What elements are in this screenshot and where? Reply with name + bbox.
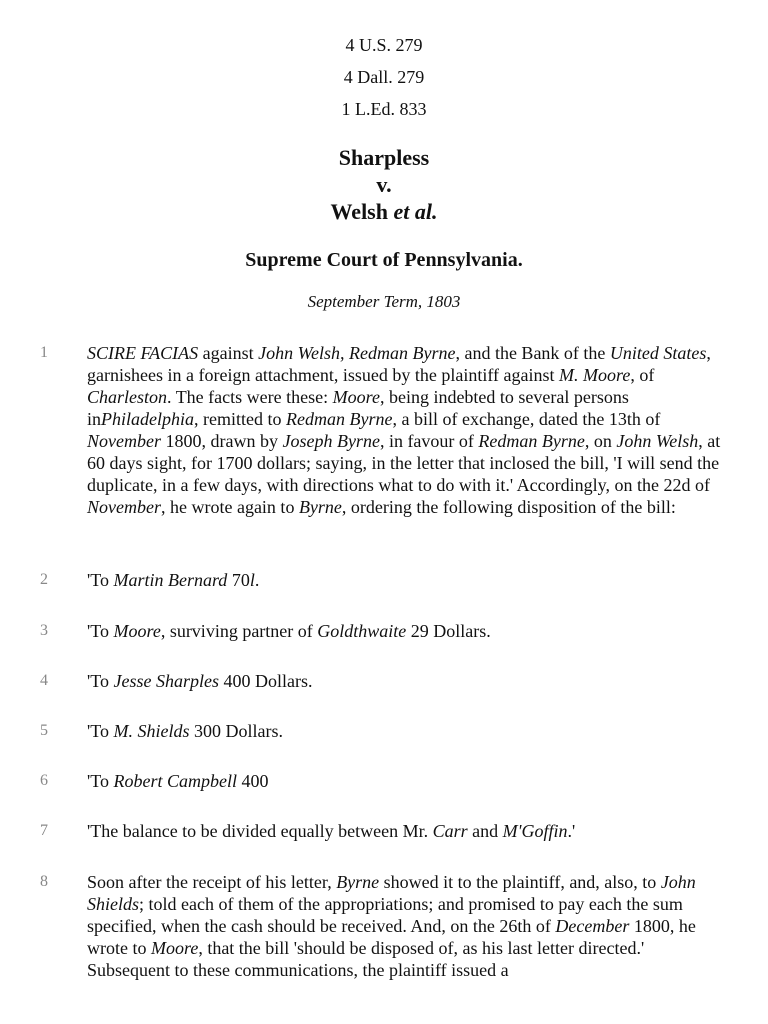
- text-run: , in favour of: [379, 431, 479, 451]
- paragraph-text: [87, 720, 727, 742]
- italic-text: l: [249, 570, 255, 590]
- paragraph-number: 2: [40, 571, 48, 588]
- italic-text: Jesse Sharples: [113, 671, 219, 691]
- text-run: .: [254, 570, 260, 590]
- paragraph-text: [87, 569, 727, 591]
- italic-text: John Welsh, Redman Byrne: [258, 343, 456, 363]
- paragraph-number: 5: [40, 722, 48, 739]
- text-run: 400 Dollars.: [218, 671, 313, 691]
- italic-text: Carr: [432, 821, 468, 841]
- italic-text: Robert Campbell: [113, 771, 237, 791]
- text-run: 400: [236, 771, 269, 791]
- text-run: 'To: [87, 570, 114, 590]
- italic-text: Byrne: [336, 872, 380, 892]
- text-run: , surviving partner of: [160, 621, 318, 641]
- case-defendant-line: [0, 199, 768, 225]
- italic-text: United States: [609, 343, 707, 363]
- paragraph-number: 6: [40, 772, 48, 789]
- citation-us: 4 U.S. 279: [345, 35, 423, 55]
- paragraph-number: 1: [40, 344, 48, 361]
- term: September Term, 1803: [307, 292, 461, 311]
- text-run: , a bill of exchange, dated the 13th of: [392, 409, 661, 429]
- paragraph-number: 3: [40, 622, 48, 639]
- text-run: , ordering the following disposition of the bill:: [341, 497, 676, 517]
- italic-text: M. Shields: [113, 721, 190, 741]
- italic-text: John Welsh: [616, 431, 699, 451]
- text-run: 'To: [87, 721, 114, 741]
- text-run: 'To: [87, 671, 114, 691]
- text-run: 300 Dollars.: [189, 721, 283, 741]
- italic-text: Goldthwaite: [317, 621, 407, 641]
- paragraph-text: [87, 770, 727, 792]
- italic-text: Byrne: [298, 497, 342, 517]
- text-run: , remitted to: [194, 409, 286, 429]
- paragraph-text: [87, 342, 727, 518]
- text-run: 'To: [87, 771, 114, 791]
- paragraph-number: 4: [40, 672, 48, 689]
- italic-text: Joseph Byrne: [282, 431, 380, 451]
- paragraph-text: [87, 820, 727, 842]
- citation-dall: 4 Dall. 279: [343, 67, 425, 87]
- italic-text: M'Goffin: [502, 821, 568, 841]
- paragraph-text: [87, 620, 727, 642]
- case-defendant: Welsh: [330, 199, 388, 224]
- italic-text: Charleston: [87, 387, 168, 407]
- court-name: Supreme Court of Pennsylvania.: [245, 249, 523, 271]
- text-run: 29 Dollars.: [406, 621, 491, 641]
- text-run: , he wrote again to: [160, 497, 299, 517]
- case-versus: v.: [376, 172, 392, 197]
- italic-text: Philadelphia: [101, 409, 195, 429]
- text-run: ; told each of them of the appropriations; and promised to pay each the sum specified, when the cash should be received. And, on the 26th of: [87, 894, 683, 936]
- text-run: , at 60 days sight, for 1700 dollars; saying, in the letter that inclosed the bill, 'I will send the duplicate, in a few days, with directions what to do with it.' Accordingly, on the 22d of: [87, 431, 721, 495]
- text-run: 70: [227, 570, 250, 590]
- paragraph-number: 8: [40, 873, 48, 890]
- text-run: 1800, he wrote to: [87, 916, 696, 958]
- text-run: , that the bill 'should be disposed of, as his last letter directed.' Subsequent to these communications, the plaintiff issued a: [87, 938, 645, 980]
- text-run: , being indebted to several persons in: [87, 387, 629, 429]
- paragraph-text: [87, 670, 727, 692]
- text-run: 'To: [87, 621, 114, 641]
- text-run: 'The balance to be divided equally between Mr.: [87, 821, 433, 841]
- italic-text: Redman Byrne: [286, 409, 393, 429]
- italic-text: December: [555, 916, 630, 936]
- italic-text: November: [87, 497, 161, 517]
- paragraph-number: 7: [40, 822, 48, 839]
- paragraph-text: [87, 871, 727, 981]
- citation-led: 1 L.Ed. 833: [341, 99, 427, 119]
- text-run: Soon after the receipt of his letter,: [87, 872, 337, 892]
- text-run: , on: [584, 431, 617, 451]
- italic-text: November: [87, 431, 161, 451]
- italic-text: Moore: [332, 387, 380, 407]
- text-run: against: [198, 343, 259, 363]
- italic-text: Moore: [150, 938, 199, 958]
- text-run: .': [567, 821, 576, 841]
- italic-text: Moore: [113, 621, 161, 641]
- italic-text: SCIRE FACIAS: [87, 343, 199, 363]
- italic-text: M. Moore: [559, 365, 631, 385]
- text-run: , and the Bank of the: [455, 343, 610, 363]
- text-run: . The facts were these:: [167, 387, 333, 407]
- text-run: , of: [630, 365, 655, 385]
- case-defendant-suffix: et al.: [393, 199, 438, 224]
- italic-text: Redman Byrne: [478, 431, 585, 451]
- text-run: , garnishees in a foreign attachment, issued by the plaintiff against: [87, 343, 711, 385]
- case-plaintiff: Sharpless: [338, 145, 430, 170]
- italic-text: Martin Bernard: [113, 570, 228, 590]
- text-run: 1800, drawn by: [160, 431, 283, 451]
- text-run: showed it to the plaintiff, and, also, to: [379, 872, 661, 892]
- text-run: and: [467, 821, 503, 841]
- italic-text: John Shields: [87, 872, 696, 914]
